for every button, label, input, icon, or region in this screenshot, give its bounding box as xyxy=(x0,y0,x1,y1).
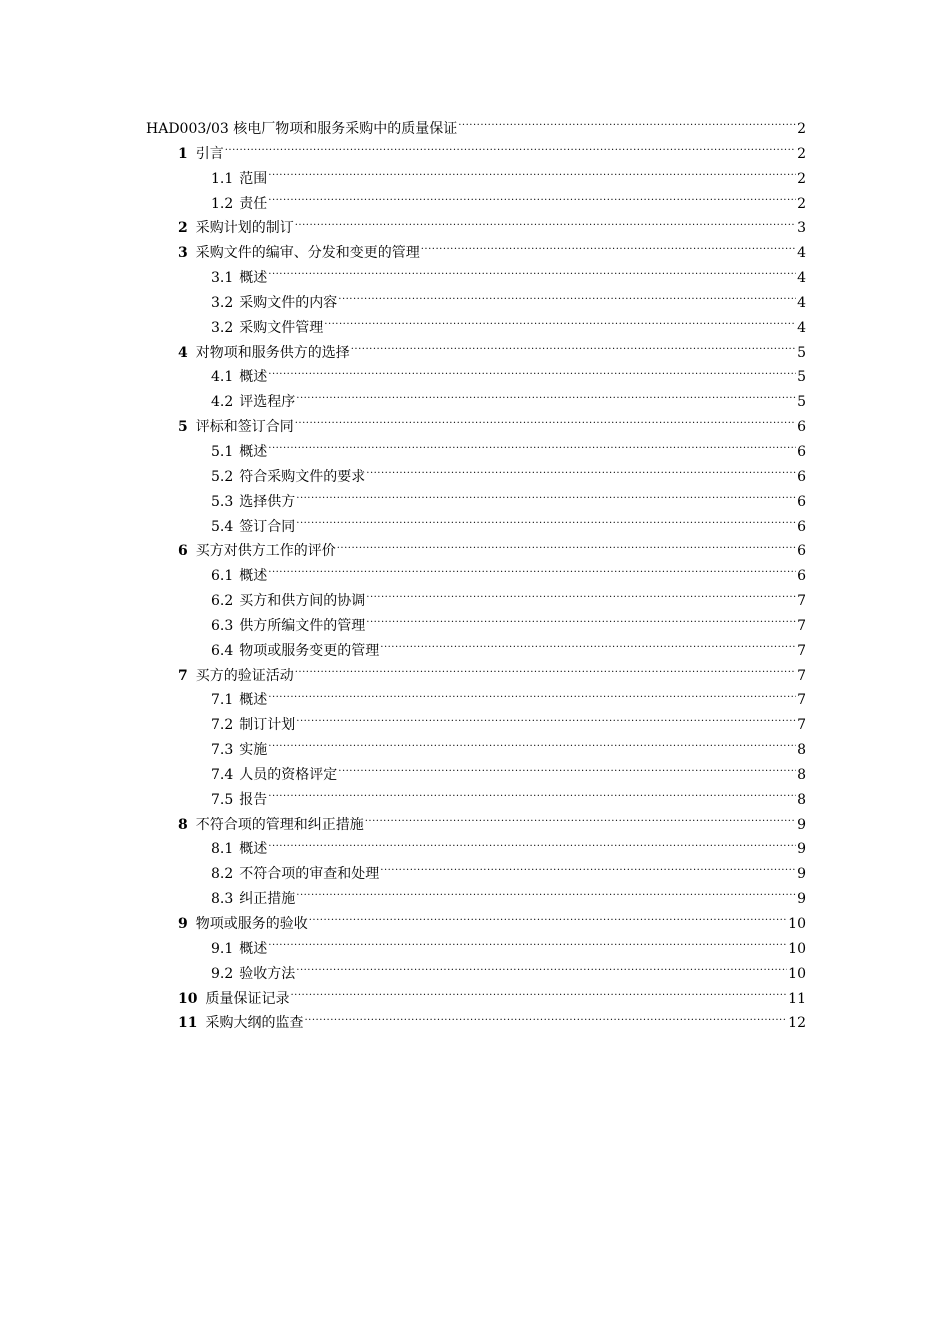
table-of-contents xyxy=(146,117,806,1036)
toc-entry-page-number: 5 xyxy=(797,369,806,386)
toc-entry-title: 概述 xyxy=(239,369,268,386)
toc-entry-page-number: 10 xyxy=(788,940,806,957)
toc-entry-number: 8 xyxy=(178,816,188,833)
toc-entry-page-number: 4 xyxy=(797,319,806,336)
toc-entry-title: 评标和签订合同 xyxy=(195,419,294,436)
toc-entry[interactable] xyxy=(146,688,806,713)
toc-entry[interactable] xyxy=(146,291,806,316)
toc-entry-number: 3.2 xyxy=(211,319,234,336)
toc-entry-page-number: 7 xyxy=(797,642,806,659)
toc-entry[interactable] xyxy=(146,937,806,962)
toc-entry-number: 6.1 xyxy=(211,568,234,585)
toc-entry[interactable] xyxy=(146,142,806,167)
toc-entry[interactable] xyxy=(146,738,806,763)
toc-entry-number: 5.2 xyxy=(211,468,234,485)
toc-entry-title: 报告 xyxy=(239,791,268,808)
toc-dot-leader xyxy=(351,343,796,357)
toc-entry-page-number: 7 xyxy=(797,667,806,684)
toc-entry-title: 纠正措施 xyxy=(239,891,296,908)
toc-dot-leader xyxy=(295,218,796,232)
toc-entry-number: 3 xyxy=(178,245,188,262)
toc-entry-number: 3.1 xyxy=(211,270,234,287)
toc-entry-number: 6.2 xyxy=(211,593,234,610)
toc-entry-title: 买方对供方工作的评价 xyxy=(195,543,336,560)
toc-dot-leader xyxy=(421,243,796,257)
toc-entry-title: 物项或服务的验收 xyxy=(195,916,308,932)
toc-dot-leader xyxy=(366,616,796,630)
toc-entry-number: 5 xyxy=(178,419,188,436)
toc-entry-page-number: 6 xyxy=(797,568,806,585)
toc-entry[interactable] xyxy=(146,117,806,142)
toc-entry[interactable] xyxy=(146,167,806,192)
toc-entry-page-number: 11 xyxy=(788,990,806,1007)
toc-dot-leader xyxy=(268,194,796,208)
toc-entry-page-number: 9 xyxy=(797,841,806,858)
toc-entry[interactable] xyxy=(146,515,806,540)
toc-entry-number: 7.4 xyxy=(211,766,234,783)
toc-entry[interactable] xyxy=(146,390,806,415)
toc-dot-leader xyxy=(458,119,796,133)
toc-entry-page-number: 2 xyxy=(797,121,806,137)
toc-entry-title: 不符合项的审查和处理 xyxy=(239,866,380,883)
toc-entry-number: 1.2 xyxy=(211,195,234,212)
toc-entry-title: 不符合项的管理和纠正措施 xyxy=(195,816,364,833)
toc-entry-title: 采购文件的编审、分发和变更的管理 xyxy=(195,245,420,262)
toc-entry-number: 3.2 xyxy=(211,294,234,311)
toc-entry[interactable] xyxy=(146,664,806,689)
toc-entry[interactable] xyxy=(146,639,806,664)
toc-dot-leader xyxy=(225,144,796,158)
toc-entry-title: 范围 xyxy=(239,170,268,187)
toc-entry[interactable] xyxy=(146,1011,806,1036)
toc-entry-number: 11 xyxy=(178,1015,198,1032)
toc-dot-leader xyxy=(338,765,796,779)
toc-entry-title: 买方和供方间的协调 xyxy=(239,593,366,610)
toc-entry-title: 引言 xyxy=(195,145,224,162)
toc-entry-number: 1.1 xyxy=(211,170,234,187)
toc-dot-leader xyxy=(337,541,796,555)
toc-entry-title: 买方的验证活动 xyxy=(195,667,294,684)
toc-entry[interactable] xyxy=(146,216,806,241)
toc-entry-title: 概述 xyxy=(239,940,268,957)
toc-entry-page-number: 7 xyxy=(797,692,806,709)
toc-dot-leader xyxy=(268,740,796,754)
toc-dot-leader xyxy=(365,815,796,829)
toc-entry[interactable] xyxy=(146,589,806,614)
toc-entry-title: 采购文件管理 xyxy=(239,319,324,336)
toc-dot-leader xyxy=(268,566,796,580)
toc-entry-page-number: 8 xyxy=(797,766,806,783)
toc-entry-page-number: 4 xyxy=(797,270,806,287)
toc-entry-page-number: 10 xyxy=(788,916,806,932)
toc-entry[interactable] xyxy=(146,987,806,1012)
toc-entry[interactable] xyxy=(146,341,806,366)
toc-entry[interactable] xyxy=(146,912,806,937)
toc-entry-page-number: 6 xyxy=(797,543,806,560)
toc-entry-page-number: 6 xyxy=(797,468,806,485)
toc-entry-page-number: 5 xyxy=(797,344,806,361)
toc-entry[interactable] xyxy=(146,365,806,390)
toc-entry-title: 选择供方 xyxy=(239,493,296,510)
toc-entry-page-number: 6 xyxy=(797,493,806,510)
toc-entry-page-number: 9 xyxy=(797,891,806,908)
toc-entry-title: 验收方法 xyxy=(239,965,296,982)
toc-entry[interactable] xyxy=(146,788,806,813)
toc-entry[interactable] xyxy=(146,415,806,440)
toc-dot-leader xyxy=(296,889,796,903)
toc-dot-leader xyxy=(296,964,787,978)
toc-entry[interactable] xyxy=(146,241,806,266)
toc-entry-title: 采购计划的制订 xyxy=(195,220,294,237)
toc-entry-number: 5.4 xyxy=(211,518,234,535)
toc-entry[interactable] xyxy=(146,490,806,515)
toc-entry-number: 5.1 xyxy=(211,443,234,460)
toc-entry-number: 7.3 xyxy=(211,742,234,759)
toc-dot-leader xyxy=(324,318,796,332)
toc-entry[interactable] xyxy=(146,713,806,738)
toc-entry-title: 采购大纲的监查 xyxy=(205,1015,304,1032)
toc-entry-page-number: 8 xyxy=(797,791,806,808)
toc-entry-number: 7.5 xyxy=(211,791,234,808)
toc-entry-number: 5.3 xyxy=(211,493,234,510)
toc-entry-title: 对物项和服务供方的选择 xyxy=(195,344,350,361)
toc-entry-title: 符合采购文件的要求 xyxy=(239,468,366,485)
toc-dot-leader xyxy=(295,417,796,431)
toc-entry-number: 7.1 xyxy=(211,692,234,709)
toc-dot-leader xyxy=(295,666,796,680)
toc-entry-title: 采购文件的内容 xyxy=(239,294,338,311)
toc-entry-page-number: 4 xyxy=(797,294,806,311)
toc-entry-page-number: 9 xyxy=(797,816,806,833)
toc-entry-page-number: 7 xyxy=(797,617,806,634)
toc-entry-title: HAD003/03 核电厂物项和服务采购中的质量保证 xyxy=(146,121,458,137)
toc-entry-title: 供方所编文件的管理 xyxy=(239,617,366,634)
toc-dot-leader xyxy=(309,914,787,928)
toc-entry-number: 10 xyxy=(178,990,198,1007)
toc-entry-number: 4.2 xyxy=(211,394,234,411)
toc-dot-leader xyxy=(304,1013,787,1027)
toc-entry[interactable] xyxy=(146,813,806,838)
toc-entry-title: 质量保证记录 xyxy=(205,990,290,1007)
toc-dot-leader xyxy=(268,169,796,183)
toc-entry-page-number: 6 xyxy=(797,419,806,436)
toc-entry-number: 7 xyxy=(178,667,188,684)
toc-entry-title: 责任 xyxy=(239,195,268,212)
toc-entry-number: 9.2 xyxy=(211,965,234,982)
toc-dot-leader xyxy=(380,641,796,655)
toc-entry-title: 人员的资格评定 xyxy=(239,766,338,783)
toc-entry-title: 概述 xyxy=(239,841,268,858)
toc-entry-page-number: 10 xyxy=(788,965,806,982)
toc-entry-title: 评选程序 xyxy=(239,394,296,411)
toc-entry-number: 1 xyxy=(178,145,188,162)
toc-entry-number: 2 xyxy=(178,220,188,237)
toc-entry[interactable] xyxy=(146,763,806,788)
toc-entry-page-number: 3 xyxy=(797,220,806,237)
toc-entry-title: 实施 xyxy=(239,742,268,759)
toc-entry-title: 概述 xyxy=(239,270,268,287)
toc-entry-page-number: 2 xyxy=(797,145,806,162)
toc-entry[interactable] xyxy=(146,887,806,912)
toc-entry-title: 概述 xyxy=(239,568,268,585)
toc-entry[interactable] xyxy=(146,837,806,862)
toc-entry-page-number: 5 xyxy=(797,394,806,411)
toc-entry-number: 4 xyxy=(178,344,188,361)
toc-entry-page-number: 6 xyxy=(797,518,806,535)
toc-dot-leader xyxy=(268,690,796,704)
toc-entry-title: 概述 xyxy=(239,443,268,460)
toc-entry[interactable] xyxy=(146,862,806,887)
toc-entry-number: 8.1 xyxy=(211,841,234,858)
toc-dot-leader xyxy=(268,268,796,282)
toc-entry-page-number: 7 xyxy=(797,593,806,610)
toc-entry-number: 8.2 xyxy=(211,866,234,883)
toc-entry[interactable] xyxy=(146,614,806,639)
toc-entry[interactable] xyxy=(146,465,806,490)
toc-entry-page-number: 7 xyxy=(797,717,806,734)
toc-dot-leader xyxy=(338,293,796,307)
toc-dot-leader xyxy=(296,517,796,531)
toc-entry-number: 9 xyxy=(178,916,188,932)
toc-entry[interactable] xyxy=(146,316,806,341)
toc-dot-leader xyxy=(296,715,796,729)
toc-entry-number: 7.2 xyxy=(211,717,234,734)
toc-entry-number: 6.3 xyxy=(211,617,234,634)
toc-dot-leader xyxy=(268,790,796,804)
toc-dot-leader xyxy=(268,939,787,953)
toc-dot-leader xyxy=(380,864,796,878)
toc-entry[interactable] xyxy=(146,962,806,987)
toc-entry[interactable] xyxy=(146,192,806,217)
toc-entry-title: 签订合同 xyxy=(239,518,296,535)
toc-entry-page-number: 2 xyxy=(797,170,806,187)
toc-entry-number: 6 xyxy=(178,543,188,560)
toc-entry-title: 制订计划 xyxy=(239,717,296,734)
toc-dot-leader xyxy=(268,367,796,381)
toc-entry-number: 9.1 xyxy=(211,940,234,957)
toc-entry-number: 8.3 xyxy=(211,891,234,908)
toc-dot-leader xyxy=(296,392,796,406)
toc-entry[interactable] xyxy=(146,564,806,589)
toc-entry-page-number: 12 xyxy=(788,1015,806,1032)
toc-dot-leader xyxy=(366,591,796,605)
toc-entry-page-number: 2 xyxy=(797,195,806,212)
toc-entry[interactable] xyxy=(146,440,806,465)
toc-dot-leader xyxy=(296,492,796,506)
toc-entry-page-number: 6 xyxy=(797,443,806,460)
toc-entry-page-number: 8 xyxy=(797,742,806,759)
toc-entry-number: 4.1 xyxy=(211,369,234,386)
toc-dot-leader xyxy=(268,839,796,853)
toc-dot-leader xyxy=(268,442,796,456)
toc-dot-leader xyxy=(290,989,787,1003)
toc-entry-number: 6.4 xyxy=(211,642,234,659)
toc-entry[interactable] xyxy=(146,266,806,291)
toc-entry[interactable] xyxy=(146,539,806,564)
toc-entry-page-number: 4 xyxy=(797,245,806,262)
toc-entry-title: 物项或服务变更的管理 xyxy=(239,642,380,659)
toc-entry-title: 概述 xyxy=(239,692,268,709)
toc-dot-leader xyxy=(366,467,796,481)
toc-entry-page-number: 9 xyxy=(797,866,806,883)
